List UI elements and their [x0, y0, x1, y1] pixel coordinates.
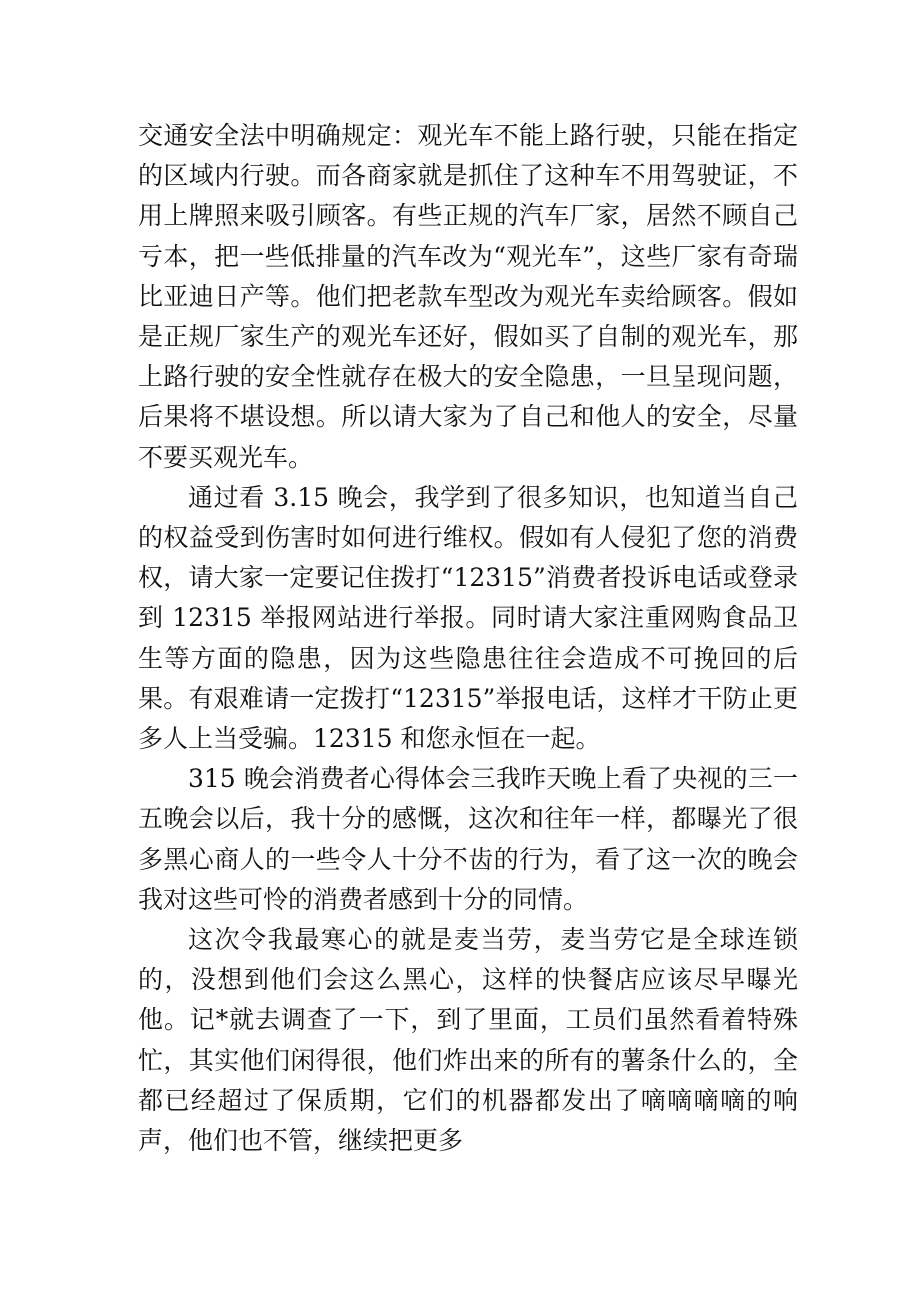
- paragraph-1: 交通安全法中明确规定：观光车不能上路行驶，只能在指定的区域内行驶。而各商家就是抓住了这种车不用驾驶证，不用上牌照来吸引顾客。有些正规的汽车厂家，居然不顾自己亏本，把一些低排量的汽车改为“观光车”，这些厂家有奇瑞比亚迪日产等。他们把老款车型改为观光车卖给顾客。假如是正规厂家生产的观光车还好，假如买了自制的观光车，那上路行驶的安全性就存在极大的安全隐患，一旦呈现问题，后果将不堪设想。所以请大家为了自己和他人的安全，尽量不要买观光车。: [138, 121, 798, 472]
- paragraph-2: 通过看 3.15 晚会，我学到了很多知识，也知道当自己的权益受到伤害时如何进行维权。假如有人侵犯了您的消费权，请大家一定要记住拨打“12315”消费者投诉电话或登录到 12315 举报网站进行举报。同时请大家注重网购食品卫生等方面的隐患，因为这些隐患往往会造成不可挽回的后果。有艰难请一定拨打“12315”举报电话，这样才干防止更多人上当受骗。12315 和您永恒在一起。: [138, 482, 798, 754]
- document-body: [138, 116, 798, 1161]
- paragraph-3: 315 晚会消费者心得体会三我昨天晚上看了央视的三一五晚会以后，我十分的感慨，这次和往年一样，都曝光了很多黑心商人的一些令人十分不齿的行为，看了这一次的晚会我对这些可怜的消费者感到十分的同情。: [138, 764, 798, 914]
- paragraph-4: 这次令我最寒心的就是麦当劳，麦当劳它是全球连锁的，没想到他们会这么黑心，这样的快餐店应该尽早曝光他。记*就去调查了一下，到了里面，工员们虽然看着特殊忙，其实他们闲得很，他们炸出来的所有的薯条什么的，全都已经超过了保质期，它们的机器都发出了嘀嘀嘀嘀的响声，他们也不管，继续把更多: [138, 925, 798, 1156]
